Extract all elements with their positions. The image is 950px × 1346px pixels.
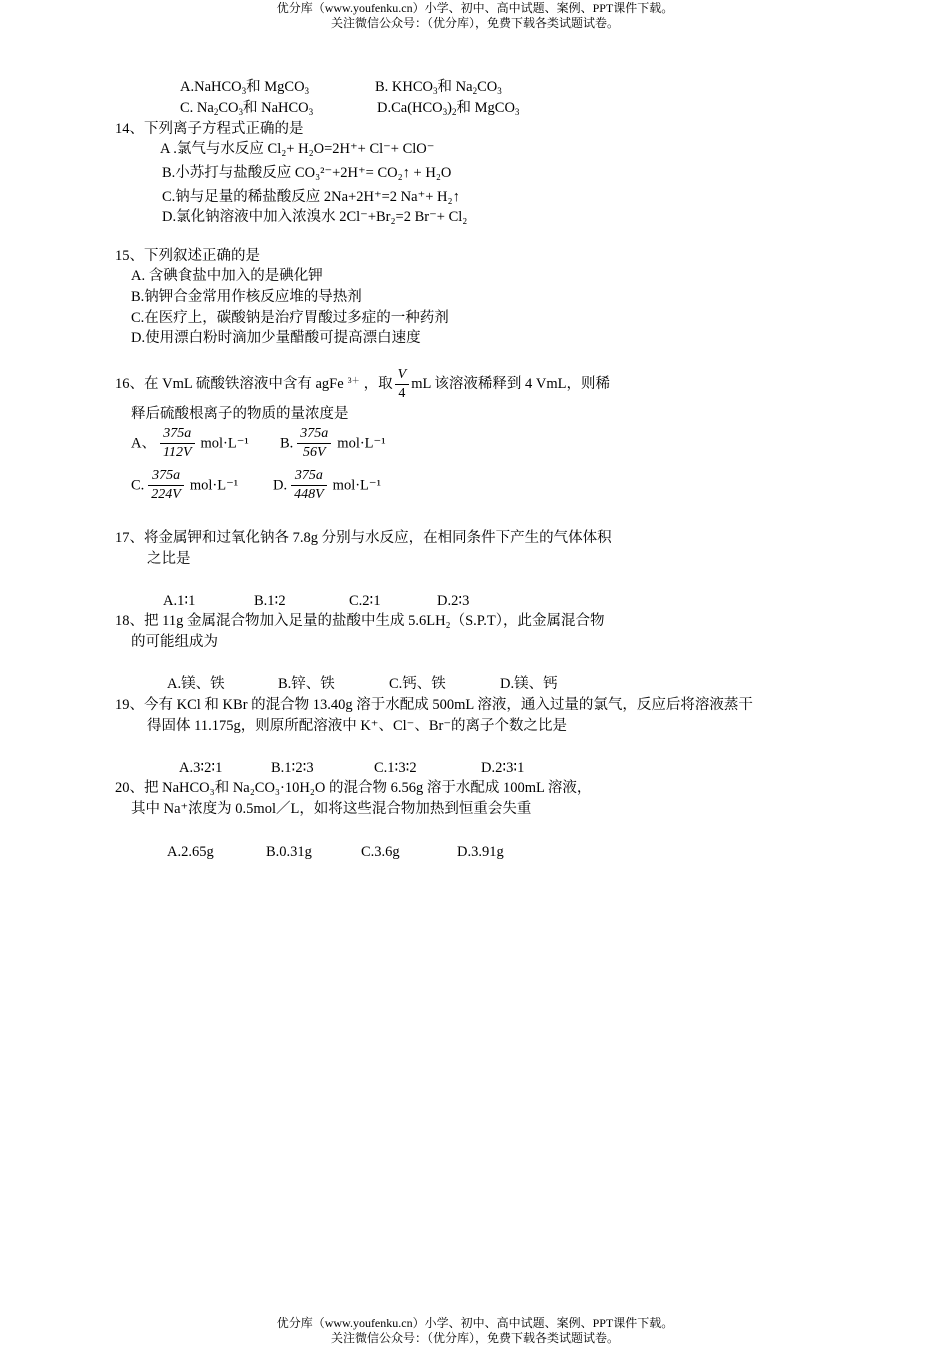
q20-stem-line2: 其中 Na⁺浓度为 0.5mol／L，如将这些混合物加热到恒重会失重 bbox=[131, 801, 532, 817]
q17-option-d: D.2∶3 bbox=[437, 593, 470, 609]
q15-option-a: A. 含碘食盐中加入的是碘化钾 bbox=[131, 268, 323, 284]
header-line-1: 优分库（www.youfenku.cn）小学、初中、高中试题、案例、PPT课件下载。 bbox=[276, 1, 674, 15]
q14-option-a: A .氯气与水反应 Cl₂+ H₂O=2H⁺+ Cl⁻+ ClO⁻ bbox=[160, 141, 435, 157]
q19-option-a: A.3∶2∶1 bbox=[179, 760, 223, 776]
q17-option-b: B.1∶2 bbox=[254, 593, 286, 609]
q16-fraction-v-over-4: $\frac{V}{4}$ bbox=[395, 366, 410, 403]
q20-option-d: D.3.91g bbox=[457, 844, 504, 860]
q19-stem-line2: 得固体 11.175g，则原所配溶液中 K⁺、Cl⁻、Br⁻的离子个数之比是 bbox=[147, 718, 567, 734]
q17-stem-line2: 之比是 bbox=[147, 551, 191, 567]
q14-option-c: C.钠与足量的稀盐酸反应 2Na+2H⁺=2 Na⁺+ H₂↑ bbox=[162, 189, 460, 205]
q17-stem-line1: 17、将金属钾和过氧化钠各 7.8g 分别与水反应，在相同条件下产生的气体体积 bbox=[115, 530, 612, 546]
q18-option-c: C.钙、铁 bbox=[389, 676, 446, 692]
q19-option-c: C.1∶3∶2 bbox=[374, 760, 417, 776]
q16-option-a: A、 $\frac{375a}{112V}$ mol·L⁻¹ bbox=[131, 426, 249, 460]
header-line-2: 关注微信公众号：（优分库），免费下载各类试题试卷。 bbox=[330, 16, 619, 30]
q16-option-d: D. $\frac{375a}{448V}$ mol·L⁻¹ bbox=[273, 468, 381, 502]
q13-option-d: $D.Ca(HCO_3)_2$和 MgCO$_3$ bbox=[377, 100, 520, 117]
q18-option-d: D.镁、钙 bbox=[500, 676, 558, 692]
q20-option-c: C.3.6g bbox=[361, 844, 400, 860]
q14-stem: 14、下列离子方程式正确的是 bbox=[115, 121, 304, 137]
q13-option-b: B. $KHCO_3$和 $Na_2CO_3$ bbox=[375, 79, 502, 96]
q19-option-d: D.2∶3∶1 bbox=[481, 760, 525, 776]
q13-option-a: A.NaHCO$_3$和 MgCO$_3$ bbox=[180, 79, 310, 96]
q16-stem-line1: 16、在 VmL 硫酸铁溶液中含有 agFe $^{3+}$ ，取 $\frac{V}{4}$ mL 该溶液稀释到 4 VmL，则稀 bbox=[115, 367, 611, 401]
footer-line-1: 优分库（www.youfenku.cn）小学、初中、高中试题、案例、PPT课件下载。 bbox=[276, 1316, 674, 1330]
q20-option-a: A.2.65g bbox=[167, 844, 214, 860]
q16-option-b: B. $\frac{375a}{56V}$ mol·L⁻¹ bbox=[280, 426, 386, 460]
q19-stem-line1: 19、今有 KCl 和 KBr 的混合物 13.40g 溶于水配成 500mL 溶液，通入过量的氯气，反应后将溶液蒸干 bbox=[115, 697, 753, 713]
q16-option-c: C. $\frac{375a}{224V}$ mol·L⁻¹ bbox=[131, 468, 239, 502]
q16-stem-line2: 释后硫酸根离子的物质的量浓度是 bbox=[131, 406, 349, 422]
q19-option-b: B.1∶2∶3 bbox=[271, 760, 314, 776]
q17-option-c: C.2∶1 bbox=[349, 593, 381, 609]
q18-option-a: A.镁、铁 bbox=[167, 676, 225, 692]
q15-option-c: C.在医疗上，碳酸钠是治疗胃酸过多症的一种药剂 bbox=[131, 310, 449, 326]
q15-option-b: B.钠钾合金常用作核反应堆的导热剂 bbox=[131, 289, 362, 305]
q17-option-a: A.1∶1 bbox=[163, 593, 196, 609]
q14-option-d: D.氯化钠溶液中加入浓溴水 2Cl⁻+Br₂=2 Br⁻+ Cl₂ bbox=[162, 209, 468, 225]
q15-option-d: D.使用漂白粉时滴加少量醋酸可提高漂白速度 bbox=[131, 330, 421, 346]
q18-stem-line1: 18、把 11g 金属混合物加入足量的盐酸中生成 5.6LH₂（S.P.T），此金属混合物 bbox=[115, 613, 605, 629]
q18-stem-line2: 的可能组成为 bbox=[131, 634, 218, 650]
q18-option-b: B.锌、铁 bbox=[278, 676, 335, 692]
q14-option-b: B.小苏打与盐酸反应 CO₃²⁻+2H⁺= CO₂↑ + H₂O bbox=[162, 165, 452, 181]
q20-stem-line1: 20、把 NaHCO₃和 Na₂CO₃·10H₂O 的混合物 6.56g 溶于水配成 100mL 溶液， bbox=[115, 780, 592, 796]
q13-option-c: C. $Na_2CO_3$和 NaHCO$_3$ bbox=[180, 100, 314, 117]
q15-stem: 15、下列叙述正确的是 bbox=[115, 248, 260, 264]
q20-option-b: B.0.31g bbox=[266, 844, 312, 860]
footer-line-2: 关注微信公众号：（优分库），免费下载各类试题试卷。 bbox=[330, 1331, 619, 1345]
